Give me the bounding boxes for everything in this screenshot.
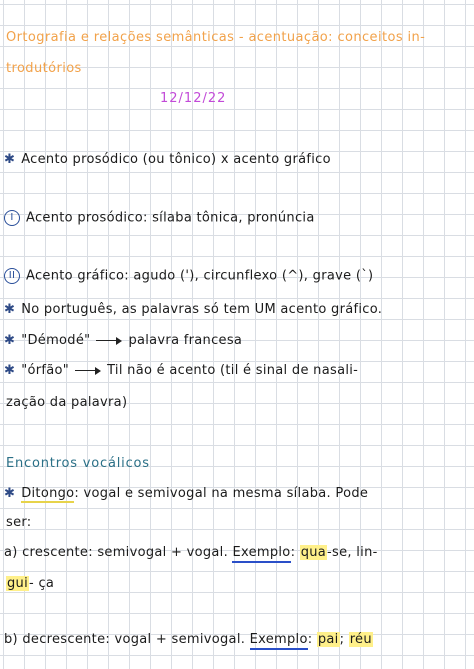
star-icon: ✱: [4, 302, 16, 317]
note-text: palavra francesa: [128, 333, 243, 348]
note-text: Acento prosódico (ou tônico) x acento gráfico: [21, 152, 331, 167]
star-icon: ✱: [4, 486, 16, 501]
note-text: No português, as palavras só tem UM acento gráfico.: [21, 302, 383, 317]
highlight-syllable: gui: [7, 576, 29, 591]
note-line-3: [4, 268, 373, 284]
roman-numeral-badge: II: [4, 268, 20, 284]
ditongo-term: Ditongo: [21, 486, 75, 501]
note-line-7: zação da palavra): [6, 395, 128, 410]
highlight-word: pai: [317, 632, 339, 647]
note-date: 12/12/22: [160, 91, 227, 106]
page-title-line1: Ortografia e relações semânticas - acentuação: conceitos in-: [6, 30, 426, 45]
note-text: Acento prosódico: sílaba tônica, pronúncia: [26, 210, 315, 226]
item-b-line: [4, 632, 373, 647]
ditongo-line: [4, 486, 368, 501]
star-icon: ✱: [4, 152, 16, 167]
note-text: Til não é acento (til é sinal de nasali-: [107, 363, 359, 378]
page-title-line2: trodutórios: [6, 61, 82, 76]
highlight-word: réu: [349, 632, 372, 647]
note-text: Acento gráfico: agudo ('), circunflexo (^), grave (`): [26, 268, 374, 284]
item-a-label: a) crescente: semivogal + vogal.: [4, 545, 229, 560]
arrow-right-icon: [75, 366, 101, 376]
colon: :: [307, 632, 313, 647]
note-line-6: [4, 363, 358, 378]
ditongo-definition: : vogal e semivogal na mesma sílaba. Pode: [74, 486, 369, 501]
example-rest: - ça: [29, 576, 55, 591]
star-icon: ✱: [4, 363, 16, 378]
example-label: Exemplo: [232, 545, 290, 563]
quoted-word: "Démodé": [21, 333, 91, 348]
example-label: Exemplo: [250, 632, 308, 650]
note-line-2: [4, 210, 315, 226]
note-line-5: [4, 333, 242, 348]
colon: :: [290, 545, 296, 560]
ditongo-line-2: ser:: [6, 515, 32, 530]
highlight-syllable: qua: [300, 545, 327, 560]
item-a-line-2: [6, 576, 54, 591]
separator: ;: [339, 632, 345, 647]
star-icon: ✱: [4, 333, 16, 348]
item-b-label: b) decrescente: vogal + semivogal.: [4, 632, 246, 647]
section-title: Encontros vocálicos: [6, 456, 150, 471]
item-a-line: [4, 545, 378, 560]
example-rest: -se, lin-: [327, 545, 378, 560]
quoted-word: "órfão": [21, 363, 70, 378]
note-line-4: [4, 302, 382, 317]
note-line-1: [4, 152, 331, 167]
roman-numeral-badge: I: [4, 210, 20, 226]
arrow-right-icon: [96, 336, 122, 346]
